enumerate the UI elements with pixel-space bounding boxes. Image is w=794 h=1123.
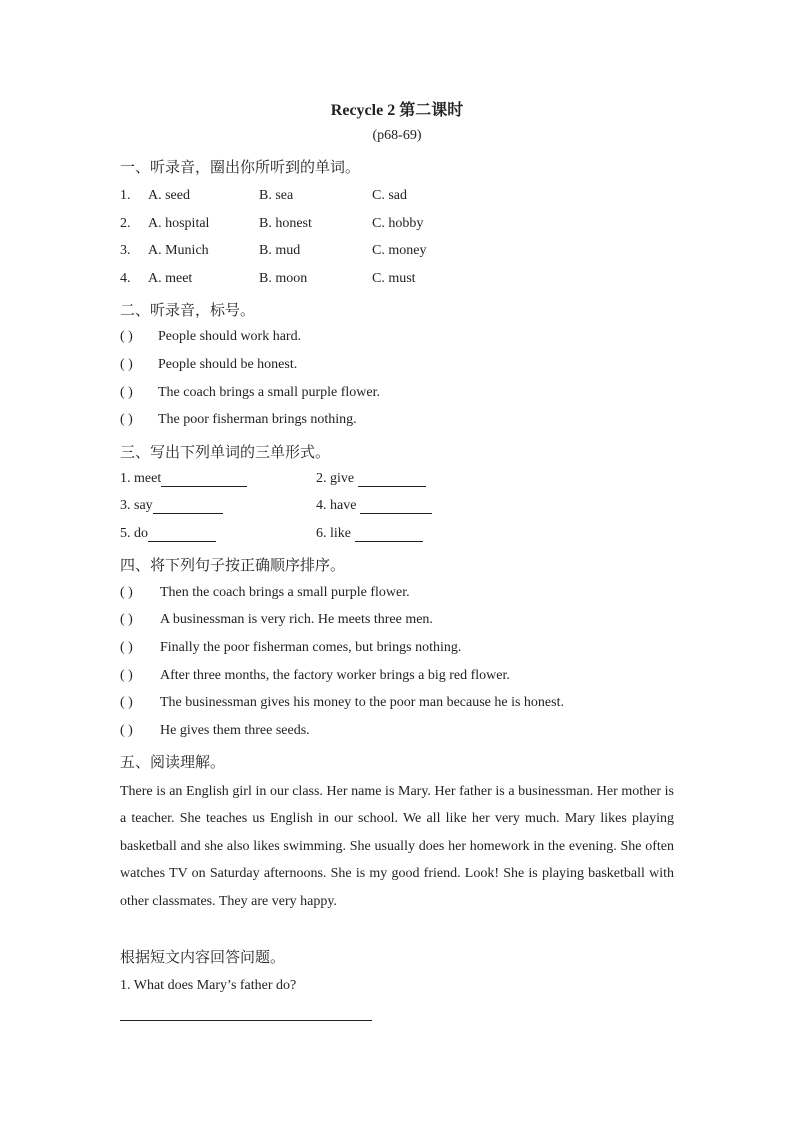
option-b: B. sea — [259, 188, 294, 203]
sentence-text: Finally the poor fisherman comes, but brings nothing. — [160, 640, 462, 655]
answer-parentheses: ( ) — [120, 385, 133, 400]
sentence-text: The poor fisherman brings nothing. — [158, 412, 357, 427]
sentence-text: Then the coach brings a small purple flower. — [160, 585, 410, 600]
word-item — [120, 471, 247, 487]
word-item — [120, 526, 216, 542]
numbering-row — [120, 385, 380, 401]
answer-blank[interactable] — [161, 472, 247, 487]
numbering-row — [120, 329, 301, 345]
section3-heading: 三、写出下列单词的三单形式。 — [120, 443, 331, 461]
answer-parentheses: ( ) — [120, 612, 133, 627]
section5-heading: 五、阅读理解。 — [120, 753, 226, 771]
option-a: A. meet — [148, 271, 193, 286]
answer-parentheses: ( ) — [120, 723, 133, 738]
word-label: 6. like — [316, 526, 351, 541]
reading-passage: There is an English girl in our class. Her name is Mary. Her father is a businessman. Her mother is a teacher. She teaches us English in our school. We all like her very much. Mary likes playing basketball and she also likes swimming. She usually does her homework in the evening. She often watches TV on Saturday afternoons. She is my good friend. Look! She is playing basketball with other classmates. They are very happy. — [120, 784, 674, 909]
word-label: 5. do — [120, 526, 148, 541]
choice-row — [120, 271, 674, 291]
answer-parentheses: ( ) — [120, 357, 133, 372]
question-text: 1. What does Mary’s father do? — [120, 978, 297, 993]
question-instruction: 根据短文内容回答问题。 — [120, 948, 286, 966]
item-number: 4. — [120, 271, 131, 286]
page-title: Recycle 2 第二课时 — [330, 102, 464, 119]
answer-parentheses: ( ) — [120, 329, 133, 344]
choice-row — [120, 188, 674, 208]
answer-parentheses: ( ) — [120, 640, 133, 655]
option-c: C. hobby — [372, 216, 424, 231]
option-a: A. hospital — [148, 216, 210, 231]
option-a: A. Munich — [148, 243, 209, 258]
sentence-text: People should work hard. — [158, 329, 302, 344]
answer-parentheses: ( ) — [120, 695, 133, 710]
answer-blank[interactable] — [148, 527, 216, 542]
word-item — [316, 471, 426, 487]
ordering-row — [120, 612, 433, 628]
sentence-text: After three months, the factory worker brings a big red flower. — [160, 668, 510, 683]
answer-parentheses: ( ) — [120, 412, 133, 427]
word-label: 1. meet — [120, 471, 162, 486]
sentence-text: The coach brings a small purple flower. — [158, 385, 380, 400]
word-label: 3. say — [120, 498, 153, 513]
ordering-row — [120, 723, 310, 739]
option-b: B. moon — [259, 271, 308, 286]
word-item — [316, 526, 423, 542]
item-number: 2. — [120, 216, 131, 231]
option-c: C. must — [372, 271, 416, 286]
answer-blank[interactable] — [358, 472, 426, 487]
answer-blank[interactable] — [153, 499, 223, 514]
sentence-text: He gives them three seeds. — [160, 723, 310, 738]
option-a: A. seed — [148, 188, 190, 203]
option-c: C. sad — [372, 188, 407, 203]
choice-row — [120, 216, 674, 236]
section1-heading: 一、听录音，圈出你所听到的单词。 — [120, 158, 361, 176]
option-c: C. money — [372, 243, 427, 258]
word-item — [316, 498, 432, 514]
ordering-row — [120, 695, 564, 711]
sentence-text: The businessman gives his money to the poor man because he is honest. — [160, 695, 564, 710]
item-number: 3. — [120, 243, 131, 258]
answer-line[interactable] — [120, 1020, 372, 1021]
section2-heading: 二、听录音，标号。 — [120, 301, 256, 319]
word-label: 2. give — [316, 471, 355, 486]
word-label: 4. have — [316, 498, 357, 513]
numbering-row — [120, 412, 357, 428]
option-b: B. honest — [259, 216, 312, 231]
ordering-row — [120, 640, 461, 656]
word-item — [120, 498, 223, 514]
numbering-row — [120, 357, 297, 373]
answer-parentheses: ( ) — [120, 585, 133, 600]
option-b: B. mud — [259, 243, 301, 258]
sentence-text: A businessman is very rich. He meets three men. — [160, 612, 433, 627]
item-number: 1. — [120, 188, 131, 203]
answer-parentheses: ( ) — [120, 668, 133, 683]
choice-row — [120, 243, 674, 263]
sentence-text: People should be honest. — [158, 357, 298, 372]
answer-blank[interactable] — [360, 499, 432, 514]
answer-blank[interactable] — [355, 527, 423, 542]
ordering-row — [120, 585, 410, 601]
section4-heading: 四、将下列句子按正确顺序排序。 — [120, 556, 346, 574]
page-subtitle: (p68-69) — [372, 128, 422, 143]
ordering-row — [120, 668, 510, 684]
